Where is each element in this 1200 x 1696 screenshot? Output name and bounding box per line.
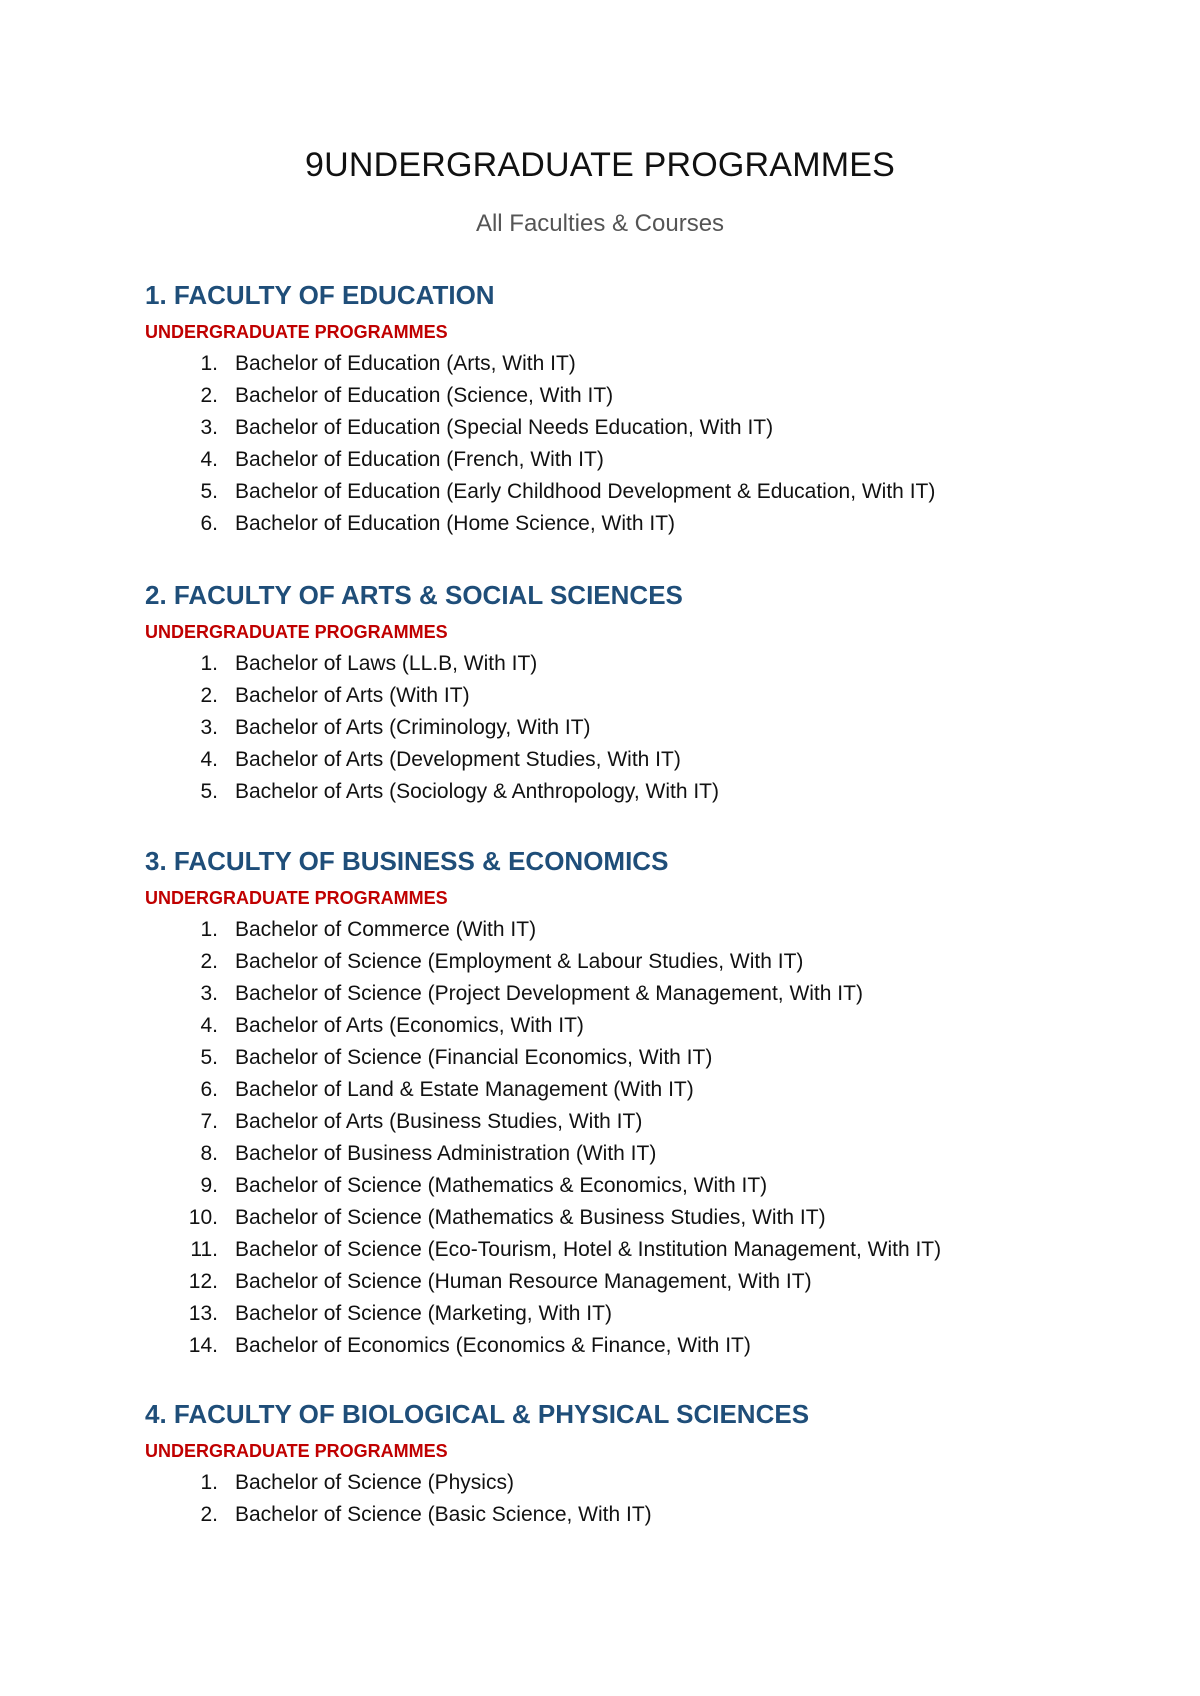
list-item-number: 7. [200,1110,218,1133]
list-item-gap [218,1010,235,1042]
list-item [145,648,1145,680]
list-item [145,476,1145,508]
list-item-number-wrap [145,1330,218,1362]
programme-name: Bachelor of Arts (Sociology & Anthropology, With IT) [235,780,719,803]
list-item-number-wrap [145,1138,218,1170]
list-item [145,1074,1145,1106]
programme-name: Bachelor of Science (Project Development & Management, With IT) [235,982,863,1005]
list-item-gap [218,1298,235,1330]
list-item-number: 11. [190,1238,218,1261]
list-item-number-wrap [145,744,218,776]
document-subtitle: All Faculties & Courses [475,210,725,237]
programmes-label: UNDERGRADUATE PROGRAMMES [145,322,448,342]
programme-name: Bachelor of Arts (Business Studies, With IT) [235,1110,643,1133]
list-item-number: 1. [200,352,218,375]
list-item-number: 10. [188,1206,218,1229]
list-item-number-wrap [145,648,218,680]
list-item-number: 9. [200,1174,218,1197]
list-item-number-wrap [145,348,218,380]
list-item-number: 12. [188,1270,218,1293]
list-item-number-wrap [145,1234,218,1266]
list-item-gap [218,1202,235,1234]
list-item [145,914,1145,946]
programme-list [145,1467,1145,1531]
faculty-section-business-economics [145,844,1145,1362]
list-item-gap [218,476,235,508]
list-item-number-wrap [145,1106,218,1138]
programme-name: Bachelor of Education (Science, With IT) [235,384,614,407]
faculty-heading: 4. FACULTY OF BIOLOGICAL & PHYSICAL SCIENCES [145,1399,810,1429]
programme-name: Bachelor of Science (Employment & Labour Studies, With IT) [235,950,804,973]
programme-name: Bachelor of Commerce (With IT) [235,918,537,941]
list-item-number-wrap [145,1042,218,1074]
programmes-label: UNDERGRADUATE PROGRAMMES [145,888,448,908]
programme-name: Bachelor of Education (Special Needs Education, With IT) [235,416,774,439]
list-item [145,444,1145,476]
list-item-gap [218,946,235,978]
programme-name: Bachelor of Science (Physics) [235,1471,514,1494]
list-item [145,1202,1145,1234]
programme-name: Bachelor of Business Administration (With IT) [235,1142,657,1165]
list-item-number-wrap [145,476,218,508]
programme-name: Bachelor of Education (Early Childhood Development & Education, With IT) [235,480,936,503]
list-item-number-wrap [145,444,218,476]
list-item-gap [218,1330,235,1362]
list-item-gap [218,1467,235,1499]
list-item-gap [218,1266,235,1298]
list-item-gap [218,978,235,1010]
programme-name: Bachelor of Science (Eco-Tourism, Hotel & Institution Management, With IT) [235,1238,942,1261]
list-item-number: 5. [200,480,218,503]
list-item-number-wrap [145,1266,218,1298]
programme-name: Bachelor of Arts (Economics, With IT) [235,1014,584,1037]
list-item-number: 4. [200,1014,218,1037]
list-item-number-wrap [145,508,218,540]
list-item-number: 6. [200,512,218,535]
list-item-gap [218,508,235,540]
list-item-number: 4. [200,748,218,771]
list-item [145,744,1145,776]
list-item [145,776,1145,808]
list-item-gap [218,744,235,776]
list-item-number: 2. [200,684,218,707]
list-item [145,1170,1145,1202]
list-item-number: 5. [200,780,218,803]
list-item [145,380,1145,412]
list-item-gap [218,712,235,744]
faculty-heading: 2. FACULTY OF ARTS & SOCIAL SCIENCES [145,580,683,610]
programme-name: Bachelor of Science (Financial Economics, With IT) [235,1046,713,1069]
programme-list [145,348,1145,540]
list-item-gap [218,348,235,380]
programme-name: Bachelor of Arts (Criminology, With IT) [235,716,591,739]
list-item [145,1330,1145,1362]
programme-name: Bachelor of Science (Mathematics & Business Studies, With IT) [235,1206,826,1229]
list-item-gap [218,1106,235,1138]
list-item-gap [218,1499,235,1531]
list-item-number-wrap [145,680,218,712]
list-item-number: 6. [200,1078,218,1101]
list-item [145,1138,1145,1170]
list-item-number: 1. [200,1471,218,1494]
faculty-section-biological-physical-sciences [145,1397,1145,1531]
programme-name: Bachelor of Arts (With IT) [235,684,470,707]
faculty-heading: 3. FACULTY OF BUSINESS & ECONOMICS [145,846,669,876]
programme-name: Bachelor of Education (Arts, With IT) [235,352,576,375]
list-item-gap [218,1138,235,1170]
list-item-number: 4. [200,448,218,471]
list-item-number-wrap [145,914,218,946]
faculty-heading: 1. FACULTY OF EDUCATION [145,280,495,310]
list-item-number: 2. [200,1503,218,1526]
list-item-number-wrap [145,380,218,412]
list-item-number: 1. [200,652,218,675]
list-item-number-wrap [145,412,218,444]
list-item-number-wrap [145,712,218,744]
list-item [145,1467,1145,1499]
programme-name: Bachelor of Science (Basic Science, With IT) [235,1503,652,1526]
list-item-number: 2. [200,950,218,973]
programme-name: Bachelor of Land & Estate Management (With IT) [235,1078,694,1101]
programmes-label: UNDERGRADUATE PROGRAMMES [145,622,448,642]
list-item-number-wrap [145,1298,218,1330]
list-item-gap [218,1170,235,1202]
programme-list [145,648,1145,808]
programme-list [145,914,1145,1362]
list-item-gap [218,444,235,476]
document-title: 9UNDERGRADUATE PROGRAMMES [305,146,895,184]
list-item [145,1010,1145,1042]
list-item [145,412,1145,444]
list-item-gap [218,680,235,712]
list-item-number-wrap [145,1499,218,1531]
list-item [145,1234,1145,1266]
list-item [145,712,1145,744]
programmes-label: UNDERGRADUATE PROGRAMMES [145,1441,448,1461]
list-item-number-wrap [145,946,218,978]
list-item-number-wrap [145,1010,218,1042]
list-item-number: 2. [200,384,218,407]
faculty-section-education [145,278,1145,540]
list-item-number-wrap [145,1202,218,1234]
programme-name: Bachelor of Education (French, With IT) [235,448,604,471]
list-item [145,1298,1145,1330]
programme-name: Bachelor of Laws (LL.B, With IT) [235,652,538,675]
list-item [145,348,1145,380]
list-item [145,1266,1145,1298]
list-item-number: 8. [200,1142,218,1165]
list-item-number: 5. [200,1046,218,1069]
list-item [145,1106,1145,1138]
list-item [145,1042,1145,1074]
list-item-number-wrap [145,1467,218,1499]
list-item-number: 3. [200,716,218,739]
list-item-number: 14. [188,1334,218,1357]
list-item-gap [218,380,235,412]
list-item-number-wrap [145,1170,218,1202]
list-item-number: 3. [200,982,218,1005]
list-item-gap [218,412,235,444]
programme-name: Bachelor of Science (Human Resource Management, With IT) [235,1270,812,1293]
list-item-number-wrap [145,1074,218,1106]
list-item-gap [218,1234,235,1266]
programme-name: Bachelor of Arts (Development Studies, With IT) [235,748,681,771]
list-item-number: 3. [200,416,218,439]
list-item-number: 1. [200,918,218,941]
list-item-gap [218,914,235,946]
list-item [145,680,1145,712]
list-item-gap [218,1074,235,1106]
programme-name: Bachelor of Education (Home Science, With IT) [235,512,676,535]
programme-name: Bachelor of Science (Marketing, With IT) [235,1302,612,1325]
list-item-gap [218,648,235,680]
list-item-gap [218,1042,235,1074]
list-item [145,978,1145,1010]
programme-name: Bachelor of Economics (Economics & Finance, With IT) [235,1334,751,1357]
list-item-gap [218,776,235,808]
list-item-number-wrap [145,978,218,1010]
list-item-number: 13. [188,1302,218,1325]
list-item [145,946,1145,978]
faculty-section-arts-social-sciences [145,578,1145,808]
list-item [145,508,1145,540]
list-item-number-wrap [145,776,218,808]
programme-name: Bachelor of Science (Mathematics & Economics, With IT) [235,1174,768,1197]
list-item [145,1499,1145,1531]
